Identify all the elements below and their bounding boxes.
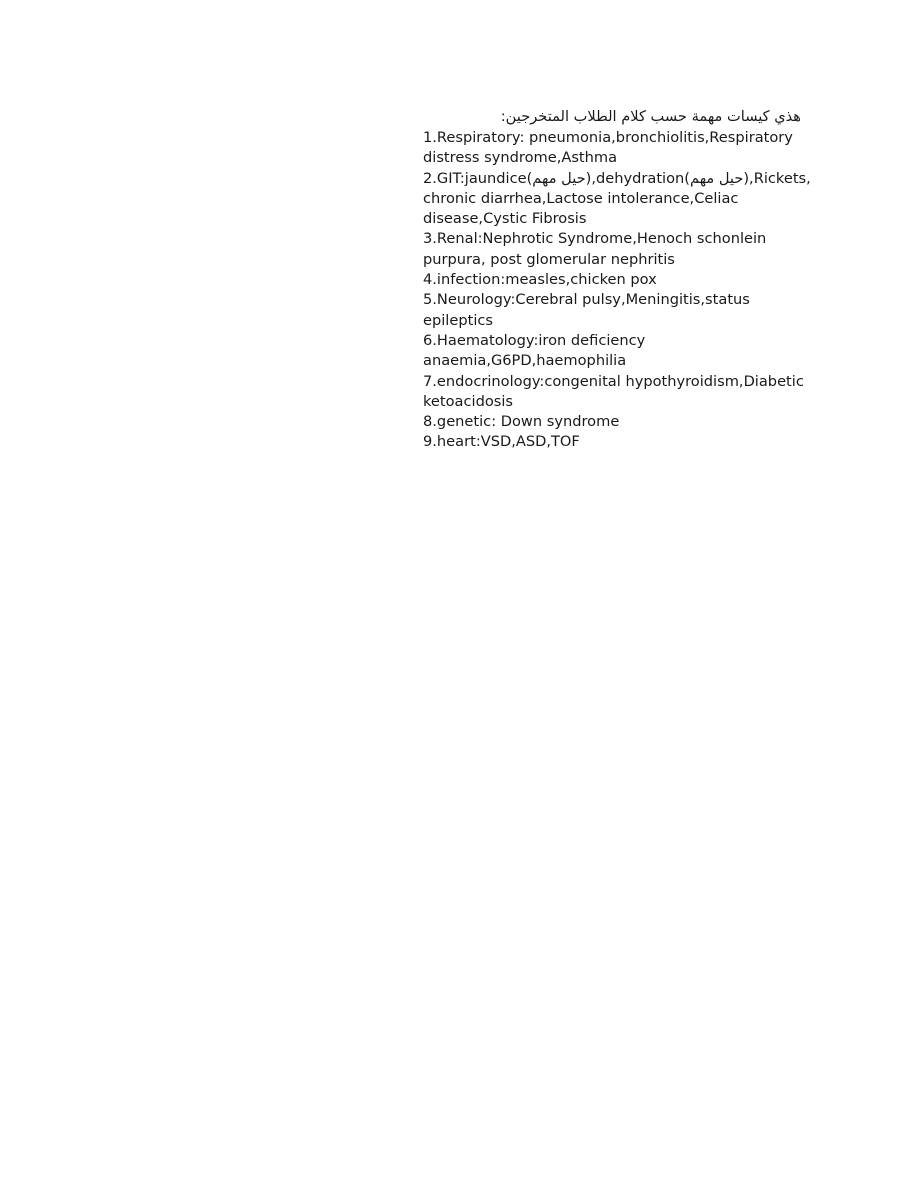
list-item-neurology: 5.Neurology:Cerebral pulsy,Meningitis,status epileptics [423,291,750,329]
note-title: هذي كيسات مهمة حسب كلام الطلاب المتخرجين: [500,108,801,125]
note-block [423,106,813,453]
list-item-respiratory: 1.Respiratory: pneumonia,bronchiolitis,Respiratory distress syndrome,Asthma [423,129,793,167]
case-list [423,128,813,453]
list-item-heart: 9.heart:VSD,ASD,TOF [423,433,580,451]
dehydration-note-arabic: حيل مهم [689,169,744,187]
git-text-middle: ),dehydration( [585,169,690,187]
list-item-haematology: 6.Haematology:iron deficiency anaemia,G6PD,haemophilia [423,331,646,370]
list-item-git [423,169,813,230]
list-item-infection: 4.infection:measles,chicken pox [423,271,657,289]
git-text-end: ),Rickets, chronic diarrhea,Lactose intolerance,Celiac disease,Cystic Fibrosis [423,169,811,228]
jaundice-note-arabic: حيل مهم [532,169,586,187]
list-item-renal: 3.Renal:Nephrotic Syndrome,Henoch schonlein purpura, post glomerular nephritis [423,230,767,268]
list-item-endocrinology: 7.endocrinology:congenital hypothyroidism,Diabetic ketoacidosis [423,372,804,410]
git-text-start: 2.GIT:jaundice( [423,169,533,187]
list-item-genetic: 8.genetic: Down syndrome [423,413,620,431]
